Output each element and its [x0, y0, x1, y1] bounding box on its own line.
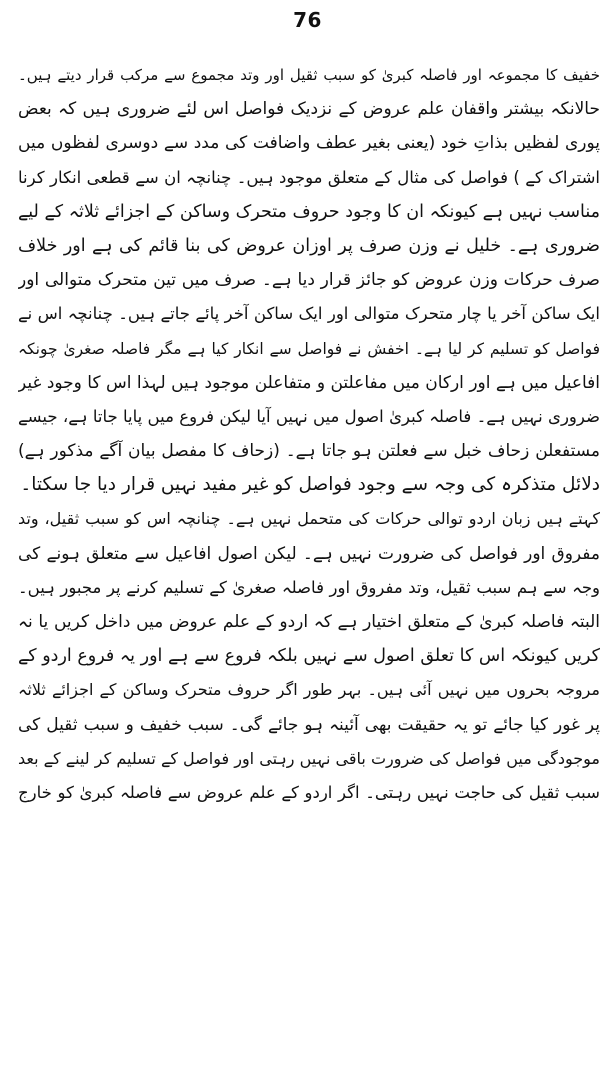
- text-line: ایک ساکن آخر یا چار متحرک متوالی اور ایک ساکن آخر پائے جاتے ہیں۔ چنانچہ اس نے: [18, 304, 600, 324]
- text-line: ضروری ہے۔ خلیل نے وزن صرف پر اوزان عروض کی بنا قائم کی ہے اور خلاف: [18, 235, 600, 256]
- paragraph-2: [18, 502, 600, 810]
- text-line: کہتے ہیں زبان اردو توالی حرکات کی متحمل نہیں ہے۔ چنانچہ اس کو سبب ثقیل، وتد: [18, 509, 600, 529]
- paragraph-1: [18, 58, 600, 502]
- text-line: اشتراک کے ) فواصل کی مثال کے متعلق موجود ہیں۔ چنانچہ ان سے قطعی انکار کرنا: [18, 167, 600, 187]
- text-line: مناسب نہیں ہے کیونکہ ان کا وجود حروف متحرک وساکن کے اجزائے ثلاثہ کے لیے: [18, 201, 600, 222]
- text-line: کریں کیونکہ اس کا تعلق اصول سے نہیں بلکہ فروع سے ہے اور یہ فروع اردو کے: [18, 646, 600, 667]
- text-line: حالانکہ بیشتر واقفان علم عروض کے نزدیک فواصل اس لئے ضروری ہیں کہ بعض: [18, 99, 600, 120]
- text-line: خفیف کا مجموعہ اور فاصلہ کبریٰ کو سبب ثقیل اور وتد مجموع سے مرکب قرار دیتے ہیں۔: [18, 66, 600, 84]
- text-line: مستفعلن زحاف خبل سے فعلتن ہو جاتا ہے۔ (زحاف کا مفصل بیان آگے مذکور ہے): [18, 441, 600, 462]
- text-line: فواصل کو تسلیم کر لیا ہے۔ اخفش نے فواصل سے انکار کیا ہے مگر فاصلہ صغریٰ چونکہ: [18, 339, 600, 358]
- text-line: مفروق اور فواصل کی ضرورت نہیں ہے۔ لیکن اصول افاعیل سے متعلق ہونے کی: [18, 543, 600, 564]
- text-line: پر غور کیا جائے تو یہ حقیقت بھی آئینہ ہو جائے گی۔ سبب خفیف و سبب ثقیل کی: [18, 714, 600, 735]
- text-line-last: دلائل متذکرہ کی وجہ سے وجود فواصل کو غیر مفید نہیں قرار دیا جا سکتا۔: [20, 474, 600, 496]
- text-line: وجہ سے ہم سبب ثقیل، وتد مفروق اور فاصلہ صغریٰ کے تسلیم کرنے پر مجبور ہیں۔: [18, 577, 600, 597]
- text-line: صرف حرکات وزن عروض کو جائز قرار دیا ہے۔ صرف میں تین متحرک متوالی اور: [18, 270, 600, 291]
- text-line: افاعیل میں ہے اور ارکان میں مفاعلتن و متفاعلن موجود ہیں لہذا اس کا وجود غیر: [18, 372, 600, 393]
- text-line: البتہ فاصلہ کبریٰ کے متعلق اختیار ہے کہ اردو کے علم عروض میں داخل کریں یا نہ: [18, 612, 600, 632]
- text-line: سبب ثقیل کی حاجت نہیں رہتی۔ اگر اردو کے علم عروض سے فاصلہ کبریٰ کو خارج: [18, 782, 600, 802]
- text-line: ضروری نہیں ہے۔ فاصلہ کبریٰ اصول میں نہیں آیا لیکن فروع میں پایا جاتا ہے، جیسے: [18, 406, 600, 426]
- text-line: مروجہ بحروں میں نہیں آئی ہیں۔ بہر طور اگر حروف متحرک وساکن کے اجزائے ثلاثہ: [18, 680, 600, 700]
- page-number: 76: [293, 8, 322, 32]
- page-body: [18, 58, 600, 810]
- text-line: موجودگی میں فواصل کی ضرورت باقی نہیں رہتی اور فواصل کے تسلیم کر لینے کے بعد: [18, 748, 600, 768]
- text-line: پوری لفظیں بذاتِ خود (یعنی بغیر عطف واضافت کی مدد سے دوسری لفظوں میں: [18, 133, 600, 154]
